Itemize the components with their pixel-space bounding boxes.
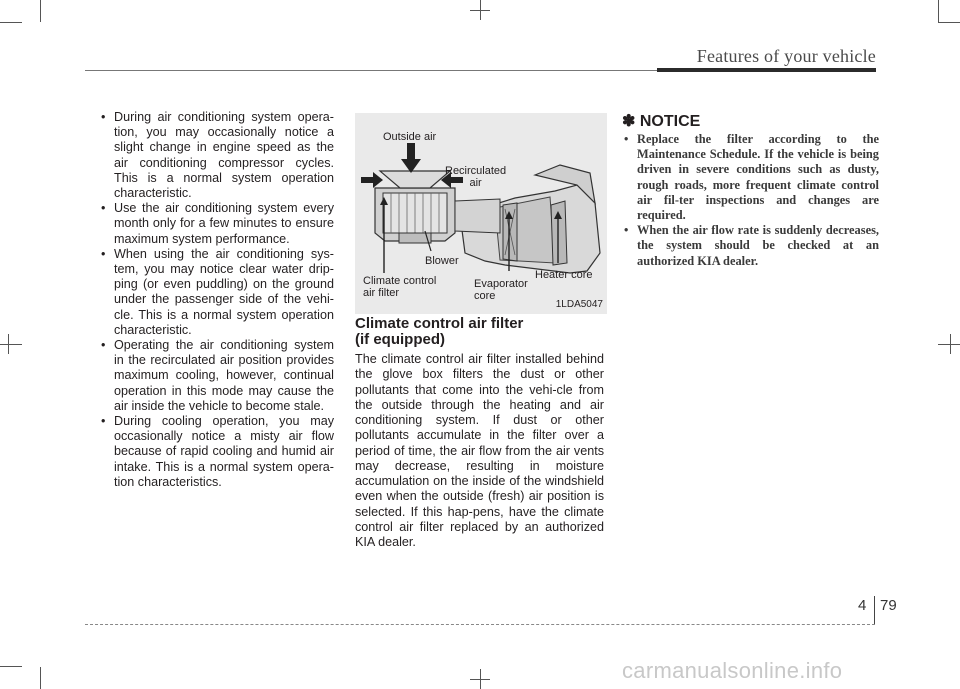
header-rule [85,70,657,71]
climate-system-diagram [355,113,607,314]
bullet-item: • Use the air conditioning system every month only for a few minutes to ensure maximum system performance. [100,201,334,247]
notice-list [622,132,879,269]
crop-mark [40,0,41,22]
figure-code: 1LDA5047 [555,299,603,310]
bullet-item: • Operating the air conditioning system in the recirculated air position provides maximum cooling, however, continual operation in this mode may cause the air inside the vehicle to become stale. [100,338,334,414]
section-body: The climate control air filter installed behind the glove box filters the dust or other pollutants that come into the vehi-cle from the outside through the heating and air conditioning system. If dust or other pollutants accumulate in the filter over a period of time, the air flow from the air vents may decrease, resulting in moisture accumulation on the inside of the windshield even when the outside (fresh) air position is selected. If this hap-pens, have the climate control air filter replaced by an authorized KIA dealer. [355,352,604,549]
notice-item: • Replace the filter according to the Maintenance Schedule. If the vehicle is being driven in severe conditions such as dusty, rough roads, more frequent climate control air fil-ter inspections and changes are required. [622,132,879,223]
page-number: 79 [880,597,897,614]
crop-mark [8,334,9,354]
watermark: carmanualsonline.info [622,658,843,683]
label-filter-line1: Climate control [363,275,437,287]
label-recirculated-line2: air [469,176,482,189]
left-column-bullets [100,110,334,490]
crop-mark [938,0,939,22]
label-outside-air: Outside air [383,131,437,143]
section-header-title: Features of your vehicle [696,46,876,66]
crop-mark [470,679,490,680]
footer-rule [85,624,875,625]
label-heater-core: Heater core [535,269,593,281]
section-title-line2: (if equipped) [355,331,445,348]
chapter-number: 4 [858,597,867,614]
crop-mark [470,10,490,11]
bullet-item: • During air conditioning system opera-tion, you may occasionally notice a slight change in engine speed as the air conditioning compressor cycles. This is a normal system operation characteristic. [100,110,334,201]
notice-heading [622,113,700,131]
label-filter-line2: air filter [363,286,400,299]
crop-mark [938,344,960,345]
page-number-divider [874,596,875,624]
crop-mark [0,22,22,23]
label-recirculated-air [445,166,506,189]
notice-item: • When the air flow rate is suddenly decreases, the system should be checked at an authorized KIA dealer. [622,223,879,269]
label-evaporator-core [474,279,528,302]
label-recirculated-line1: Recirculated [445,165,507,177]
crop-mark [950,334,951,354]
crop-mark [0,666,22,667]
label-evaporator-line2: core [474,289,496,302]
notice-symbol-icon: ✽ [622,113,636,130]
crop-mark [0,344,22,345]
section-title [355,316,615,348]
crop-mark [40,667,41,689]
label-evaporator-line1: Evaporator [474,278,528,290]
section-title-line1: Climate control air filter [355,315,524,332]
header-accent-bar [657,68,876,72]
notice-title: NOTICE [639,113,701,130]
label-blower: Blower [425,255,459,267]
bullet-item: • When using the air conditioning sys-tem, you may notice clear water drip-ping (or even puddling) on the ground under the passenger side of the vehi-cle. This is a normal system operation characteristic. [100,247,334,338]
bullet-item: • During cooling operation, you may occasionally notice a misty air flow because of rapid cooling and humid air intake. This is a normal system opera-tion characteristics. [100,414,334,490]
label-climate-control-air-filter [363,276,436,299]
crop-mark [938,22,960,23]
